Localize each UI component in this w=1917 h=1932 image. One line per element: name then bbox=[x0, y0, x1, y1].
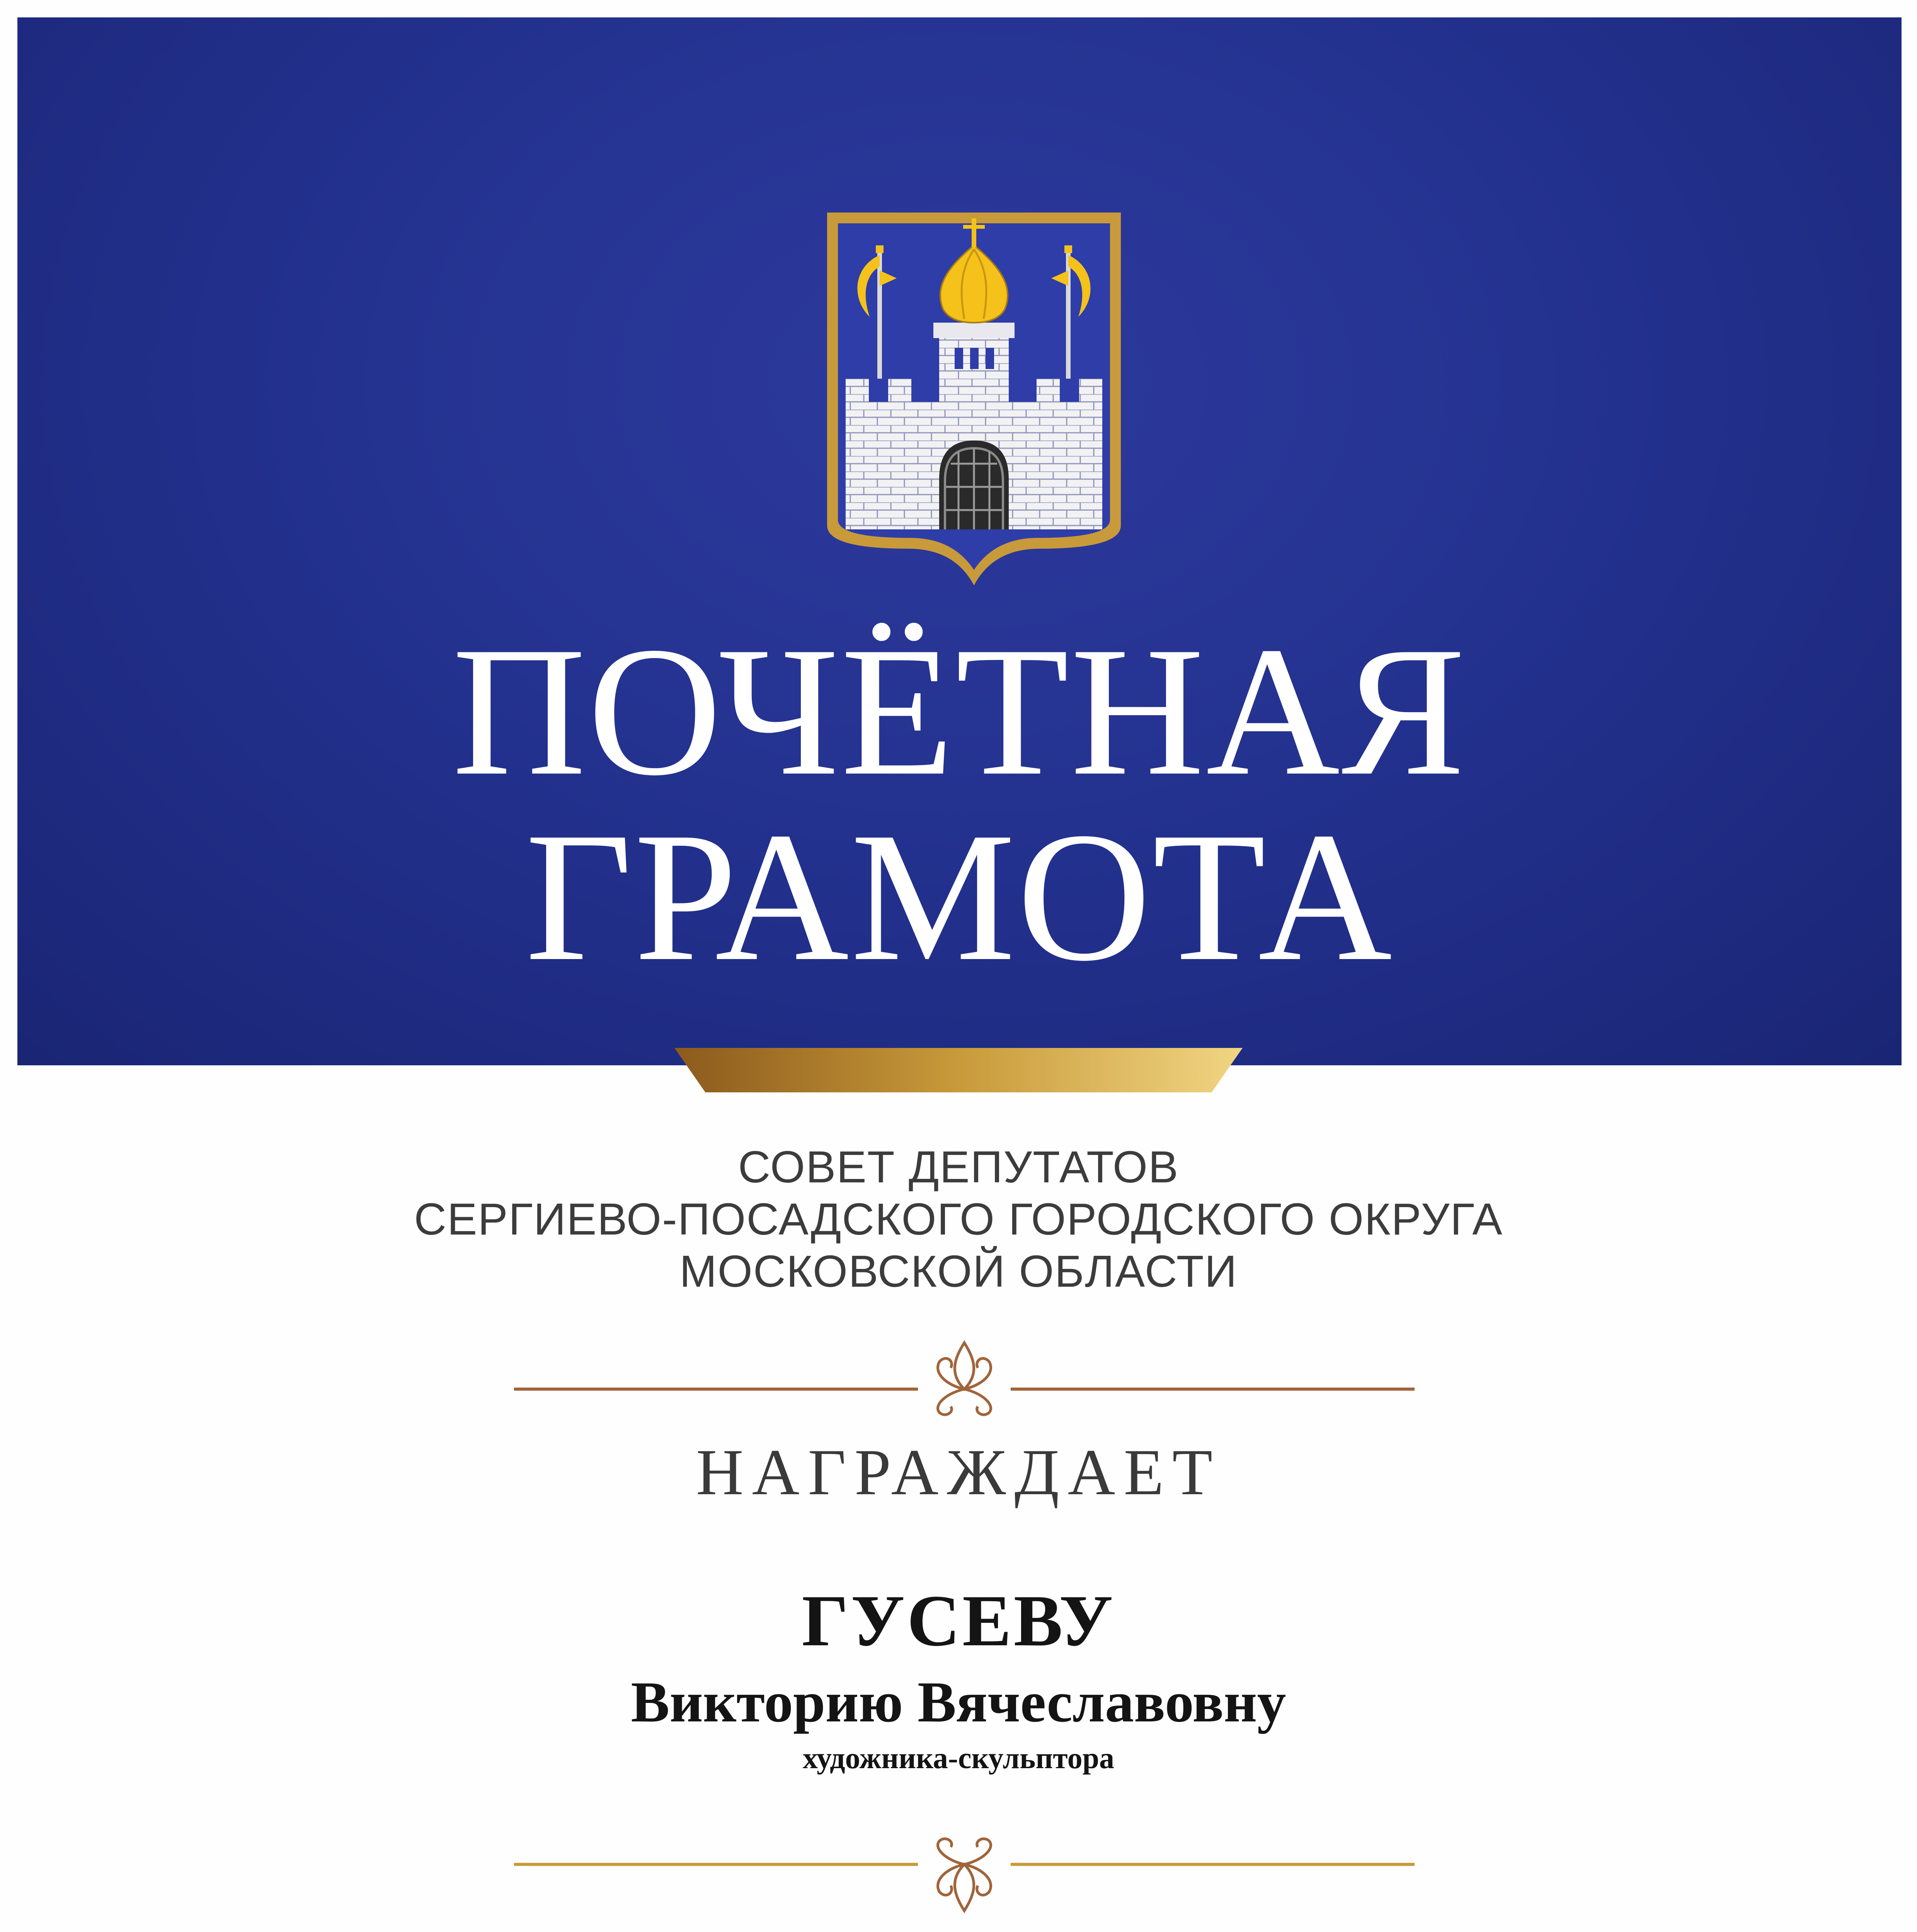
title-line-2: ГРАМОТА bbox=[525, 794, 1394, 999]
issuer-line-2: СЕРГИЕВО-ПОСАДСКОГО ГОРОДСКОГО ОКРУГА bbox=[414, 1194, 1503, 1244]
header-banner bbox=[17, 17, 1902, 1065]
issuer-line-1: СОВЕТ ДЕПУТАТОВ bbox=[738, 1142, 1179, 1192]
recipient-surname: ГУСЕВУ bbox=[802, 1580, 1115, 1662]
recipient-role: художника-скульптора bbox=[803, 1741, 1114, 1775]
coat-of-arms-icon bbox=[823, 209, 1125, 589]
ornament-divider-icon bbox=[514, 1331, 1415, 1420]
gold-ribbon bbox=[674, 1048, 1243, 1092]
ornament-divider-gold-icon bbox=[514, 1833, 1415, 1922]
title-line-1: ПОЧЁТНАЯ bbox=[452, 608, 1467, 814]
recipient-name: Викторию Вячеславовну bbox=[631, 1670, 1286, 1734]
issuer-line-3: МОСКОВСКОЙ ОБЛАСТИ bbox=[679, 1246, 1238, 1296]
awards-label: НАГРАЖДАЕТ bbox=[696, 1436, 1221, 1509]
